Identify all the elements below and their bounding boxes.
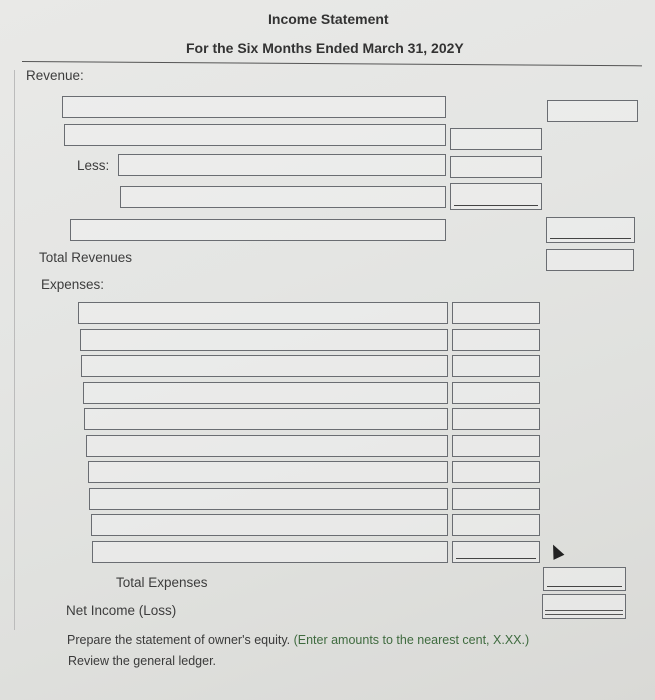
revenue-account-2[interactable] (64, 124, 446, 146)
header-divider (22, 61, 642, 66)
expense-amount-1[interactable] (452, 302, 540, 324)
revenue-account-1[interactable] (62, 96, 446, 118)
instruction-prepare: Prepare the statement of owner's equity. (67, 633, 291, 647)
total-revenues-value[interactable] (546, 249, 634, 271)
expense-amount-wrap (452, 461, 540, 483)
instruction-line (67, 633, 529, 647)
instruction-hint: (Enter amounts to the nearest cent, X.XX.) (293, 633, 530, 647)
statement-period: For the Six Months Ended March 31, 202Y (186, 40, 464, 56)
total-revenues-label: Total Revenues (39, 250, 133, 265)
expense-account-9[interactable] (91, 514, 448, 536)
less-amount-2-wrap (450, 183, 542, 210)
expense-account-8[interactable] (89, 488, 448, 510)
expense-amount-wrap (452, 382, 540, 404)
expense-amount-wrap (452, 488, 540, 510)
expense-amount-3[interactable] (452, 355, 540, 377)
expense-amount-wrap (452, 408, 540, 430)
total-expenses-value[interactable] (543, 567, 626, 591)
expense-account-5[interactable] (84, 408, 448, 430)
revenue-label: Revenue: (26, 68, 84, 83)
expense-amount-4[interactable] (452, 382, 540, 404)
expense-account-6[interactable] (86, 435, 448, 457)
expense-account-10[interactable] (92, 541, 448, 563)
net-income-label: Net Income (Loss) (66, 603, 177, 618)
statement-title: Income Statement (268, 11, 389, 27)
total-expenses-wrap (543, 567, 626, 591)
page-edge (14, 70, 15, 630)
expense-amount-wrap (452, 541, 540, 563)
expense-account-4[interactable] (83, 382, 448, 404)
net-income-value[interactable] (542, 594, 626, 619)
expense-amount-wrap (452, 514, 540, 536)
net-revenue-total[interactable] (546, 217, 635, 243)
expense-account-2[interactable] (80, 329, 448, 351)
less-label: Less: (77, 158, 110, 173)
expenses-label: Expenses: (41, 277, 105, 292)
less-account-1[interactable] (118, 154, 446, 176)
revenue-amount-2[interactable] (450, 128, 542, 150)
total-expenses-label: Total Expenses (116, 575, 208, 590)
review-ledger-text: Review the general ledger. (68, 654, 217, 668)
revenue-account-3[interactable] (70, 219, 446, 241)
revenue-total-1[interactable] (547, 100, 638, 122)
net-revenue-wrap (546, 217, 635, 243)
expense-account-3[interactable] (81, 355, 448, 377)
less-amount-2[interactable] (450, 183, 542, 210)
net-income-wrap (542, 594, 626, 619)
expense-amount-6[interactable] (452, 435, 540, 457)
expense-amount-wrap (452, 355, 540, 377)
expense-amount-10[interactable] (452, 541, 540, 563)
expense-account-7[interactable] (88, 461, 448, 483)
expense-amount-2[interactable] (452, 329, 540, 351)
expense-amount-wrap (452, 435, 540, 457)
expense-amount-8[interactable] (452, 488, 540, 510)
expense-amount-5[interactable] (452, 408, 540, 430)
expense-account-1[interactable] (78, 302, 448, 324)
expense-amount-wrap (452, 302, 540, 324)
mouse-cursor-icon (548, 542, 565, 560)
less-amount-1[interactable] (450, 156, 542, 178)
expense-amount-9[interactable] (452, 514, 540, 536)
less-account-2[interactable] (120, 186, 446, 208)
expense-amount-wrap (452, 329, 540, 351)
expense-amount-7[interactable] (452, 461, 540, 483)
